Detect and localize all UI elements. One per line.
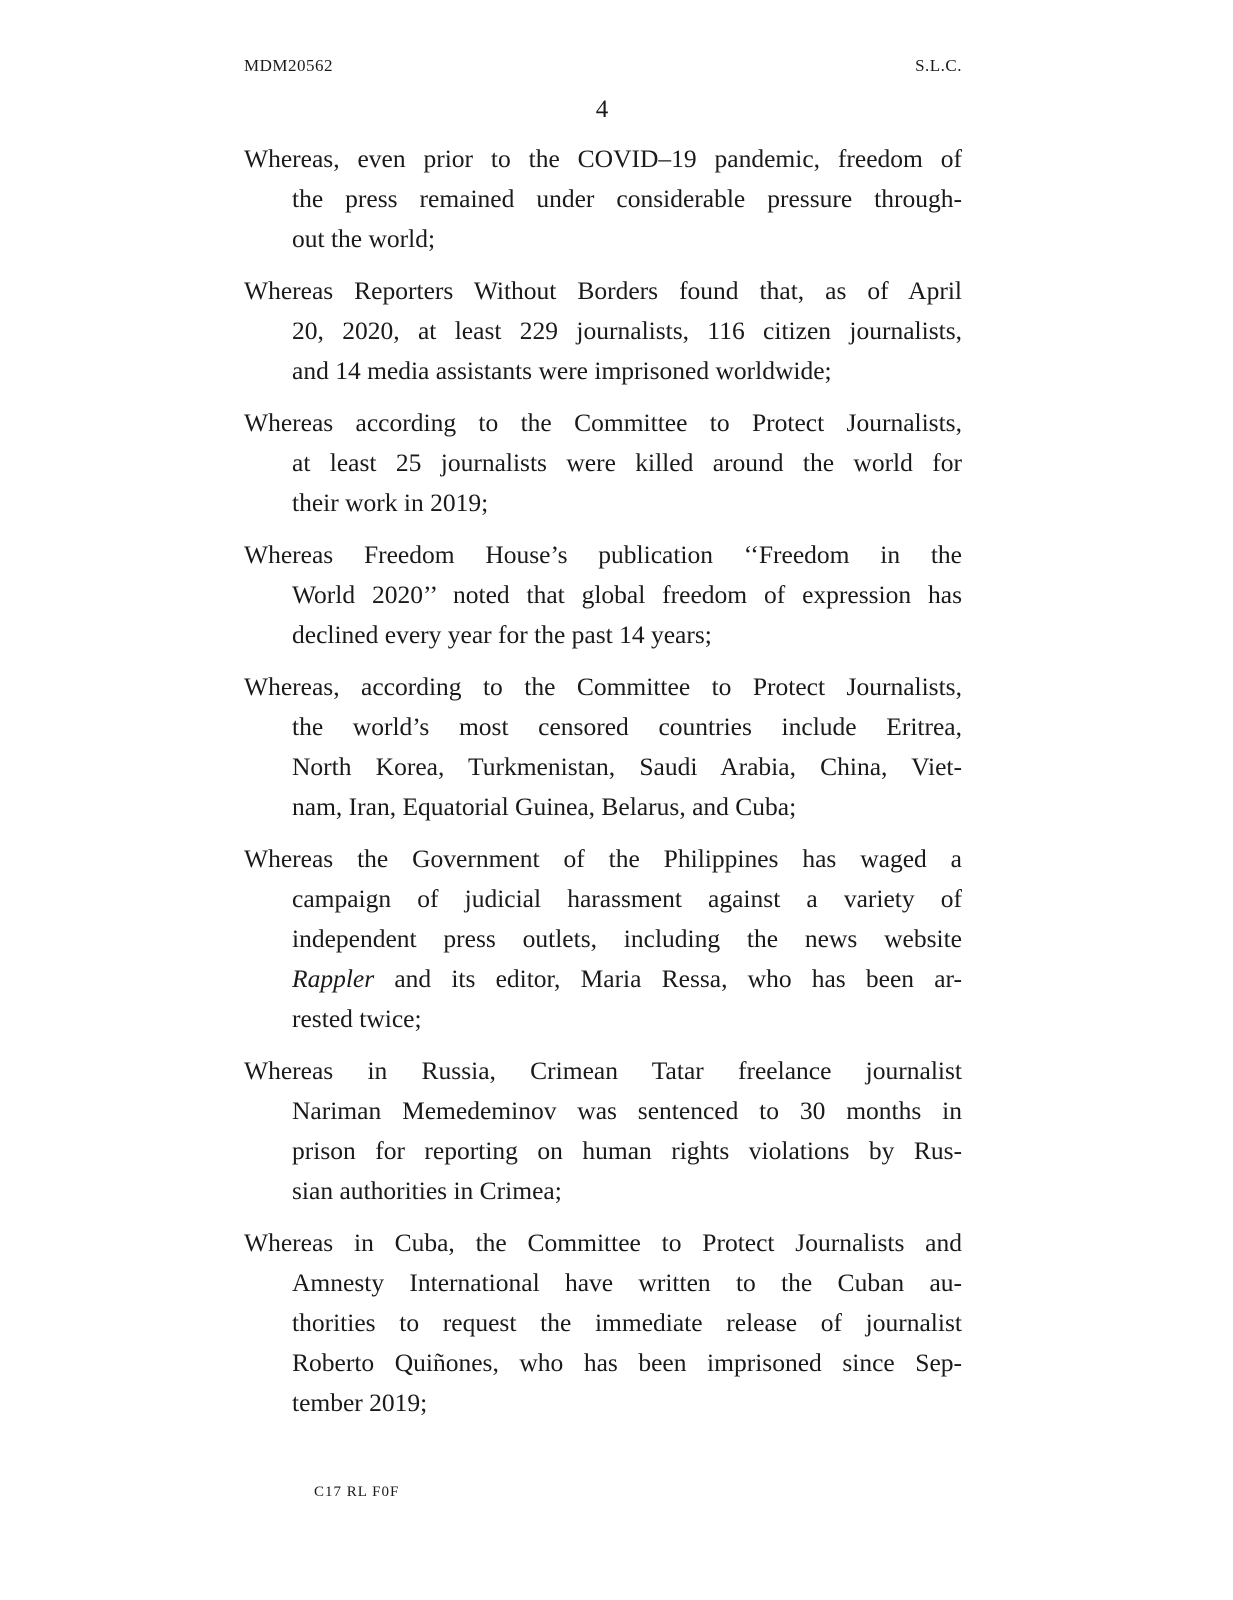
clause-line-rest: and its editor, Maria Ressa, who has been ar-	[394, 964, 962, 993]
clause-rsf-imprisoned	[244, 271, 962, 391]
clause-line: tember 2019;	[292, 1388, 428, 1417]
clause-line: the world’s most censored countries include Eritrea,	[292, 712, 962, 741]
clause-cpj-killed	[244, 403, 962, 523]
clause-line: thorities to request the immediate release of journalist	[292, 1308, 962, 1337]
clause-line: at least 25 journalists were killed around the world for	[292, 448, 962, 477]
clause-line: campaign of judicial harassment against a variety of	[292, 884, 962, 913]
clause-russia	[244, 1051, 962, 1211]
clause-line: Nariman Memedeminov was sentenced to 30 months in	[292, 1096, 962, 1125]
page-number: 4	[595, 96, 609, 123]
clause-line: Whereas Reporters Without Borders found that, as of April	[244, 276, 962, 305]
clause-line: Whereas, even prior to the COVID–19 pandemic, freedom of	[244, 144, 962, 173]
clause-line: declined every year for the past 14 years;	[292, 620, 712, 649]
clause-line: rested twice;	[292, 1004, 422, 1033]
clause-censored-countries	[244, 667, 962, 827]
slc-label: S.L.C.	[915, 56, 962, 75]
clause-line: 20, 2020, at least 229 journalists, 116 citizen journalists,	[292, 316, 962, 345]
clause-covid-press	[244, 139, 962, 259]
clause-line: nam, Iran, Equatorial Guinea, Belarus, and Cuba;	[292, 792, 797, 821]
clause-line: Whereas in Cuba, the Committee to Protect Journalists and	[244, 1228, 962, 1257]
clause-line: North Korea, Turkmenistan, Saudi Arabia, China, Viet-	[292, 752, 962, 781]
clause-cuba	[244, 1223, 962, 1423]
clause-line: out the world;	[292, 224, 436, 253]
document-id: MDM20562	[244, 56, 334, 75]
clause-line: World 2020’’ noted that global freedom of expression has	[292, 580, 962, 609]
clause-line: Whereas according to the Committee to Protect Journalists,	[244, 408, 962, 437]
clause-line: the press remained under considerable pressure through-	[292, 184, 962, 213]
footer-code: C17 RL F0F	[314, 1484, 400, 1500]
clause-line-rappler	[244, 959, 962, 999]
clause-line: independent press outlets, including the news website	[292, 924, 962, 953]
document-body	[244, 139, 962, 1435]
clause-line: Whereas in Russia, Crimean Tatar freelance journalist	[244, 1056, 962, 1085]
clause-line: Whereas Freedom House’s publication ‘‘Freedom in the	[244, 540, 962, 569]
clause-line: prison for reporting on human rights violations by Rus-	[292, 1136, 962, 1165]
clause-philippines	[244, 839, 962, 1039]
clause-line: their work in 2019;	[292, 488, 489, 517]
clause-line: and 14 media assistants were imprisoned worldwide;	[292, 356, 832, 385]
clause-line: Whereas, according to the Committee to Protect Journalists,	[244, 672, 962, 701]
clause-line: Whereas the Government of the Philippines has waged a	[244, 844, 962, 873]
clause-freedom-house	[244, 535, 962, 655]
rappler-italic: Rappler	[292, 964, 375, 993]
clause-line: Amnesty International have written to the Cuban au-	[292, 1268, 962, 1297]
clause-line: sian authorities in Crimea;	[292, 1176, 562, 1205]
clause-line: Roberto Quiñones, who has been imprisoned since Sep-	[292, 1348, 962, 1377]
